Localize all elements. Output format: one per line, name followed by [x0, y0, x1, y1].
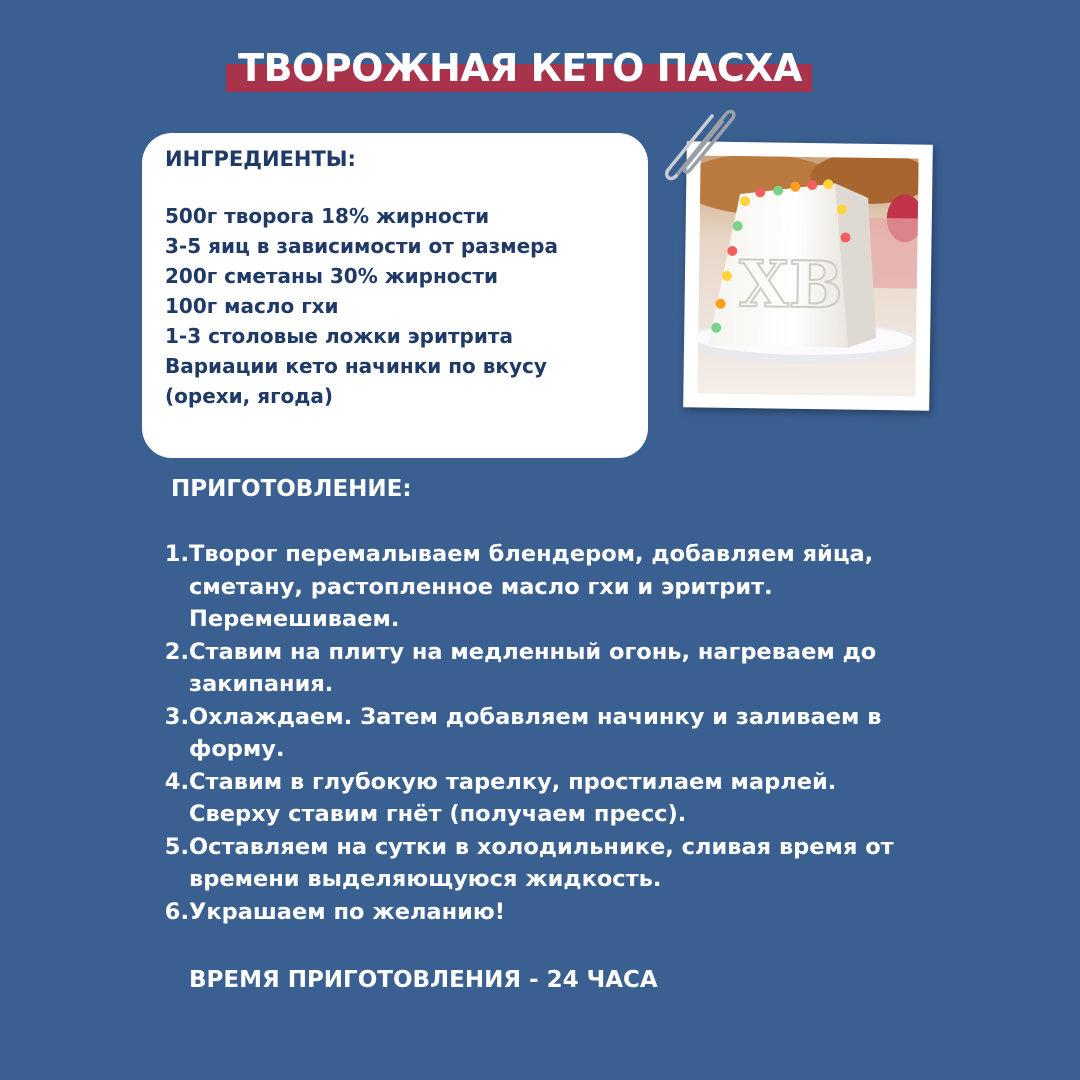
- cooking-time: ВРЕМЯ ПРИГОТОВЛЕНИЯ - 24 ЧАСА: [189, 967, 658, 993]
- step-number: 6.: [164, 898, 189, 925]
- step-item: [160, 766, 940, 831]
- step-number: 4.: [164, 768, 189, 795]
- ingredients-heading: ИНГРЕДИЕНТЫ:: [165, 147, 356, 171]
- step-number: 1.: [164, 541, 189, 567]
- step-text: Украшаем по желанию!: [189, 898, 506, 925]
- step-text: Перемешиваем.: [189, 606, 400, 632]
- step-item: [160, 636, 940, 701]
- preparation-steps: [160, 538, 940, 928]
- step-text: форму.: [189, 736, 285, 762]
- preparation-heading: ПРИГОТОВЛЕНИЕ:: [171, 476, 412, 502]
- paperclip-icon: [662, 104, 740, 184]
- step-text: Охлаждаем. Затем добавляем начинку и заливаем в: [189, 703, 882, 730]
- step-number: 3.: [164, 703, 189, 730]
- step-text: Творог перемалываем блендером, добавляем яйца,: [189, 541, 874, 567]
- paskha-letters: ХВ: [738, 247, 844, 324]
- step-text: Оставляем на сутки в холодильнике, сливая время от: [189, 833, 894, 860]
- ingredient-item: Вариации кето начинки по вкусу: [165, 354, 547, 378]
- step-text: Ставим в глубокую тарелку, простилаем марлей.: [189, 768, 837, 795]
- ingredient-item: 3-5 яиц в зависимости от размера: [165, 234, 558, 258]
- ingredient-item: 1-3 столовые ложки эритрита: [165, 324, 513, 348]
- step-text: Сверху ставим гнёт (получаем пресс).: [189, 801, 687, 827]
- step-text: сметану, растопленное масло гхи и эритрит.: [189, 573, 773, 600]
- step-number: 5.: [164, 833, 189, 860]
- step-item: [160, 701, 940, 766]
- step-text: закипания.: [189, 671, 334, 697]
- ingredient-item: 500г творога 18% жирности: [165, 204, 490, 228]
- paskha-image: [697, 155, 918, 396]
- page-title: ТВОРОЖНАЯ КЕТО ПАСХА: [238, 46, 802, 90]
- ingredient-item: 200г сметаны 30% жирности: [165, 264, 498, 288]
- title-block: [226, 44, 814, 96]
- step-text: Ставим на плиту на медленный огонь, нагреваем до: [189, 638, 877, 665]
- step-number: 2.: [164, 638, 189, 665]
- ingredient-item: 100г масло гхи: [165, 294, 339, 318]
- ingredient-item: (орехи, ягода): [165, 384, 334, 408]
- ingredients-list: [165, 201, 558, 411]
- step-item: [160, 538, 940, 636]
- step-text: времени выделяющуюся жидкость.: [189, 866, 662, 892]
- step-item: [160, 896, 940, 929]
- ingredients-card: [142, 133, 648, 458]
- step-item: [160, 831, 940, 896]
